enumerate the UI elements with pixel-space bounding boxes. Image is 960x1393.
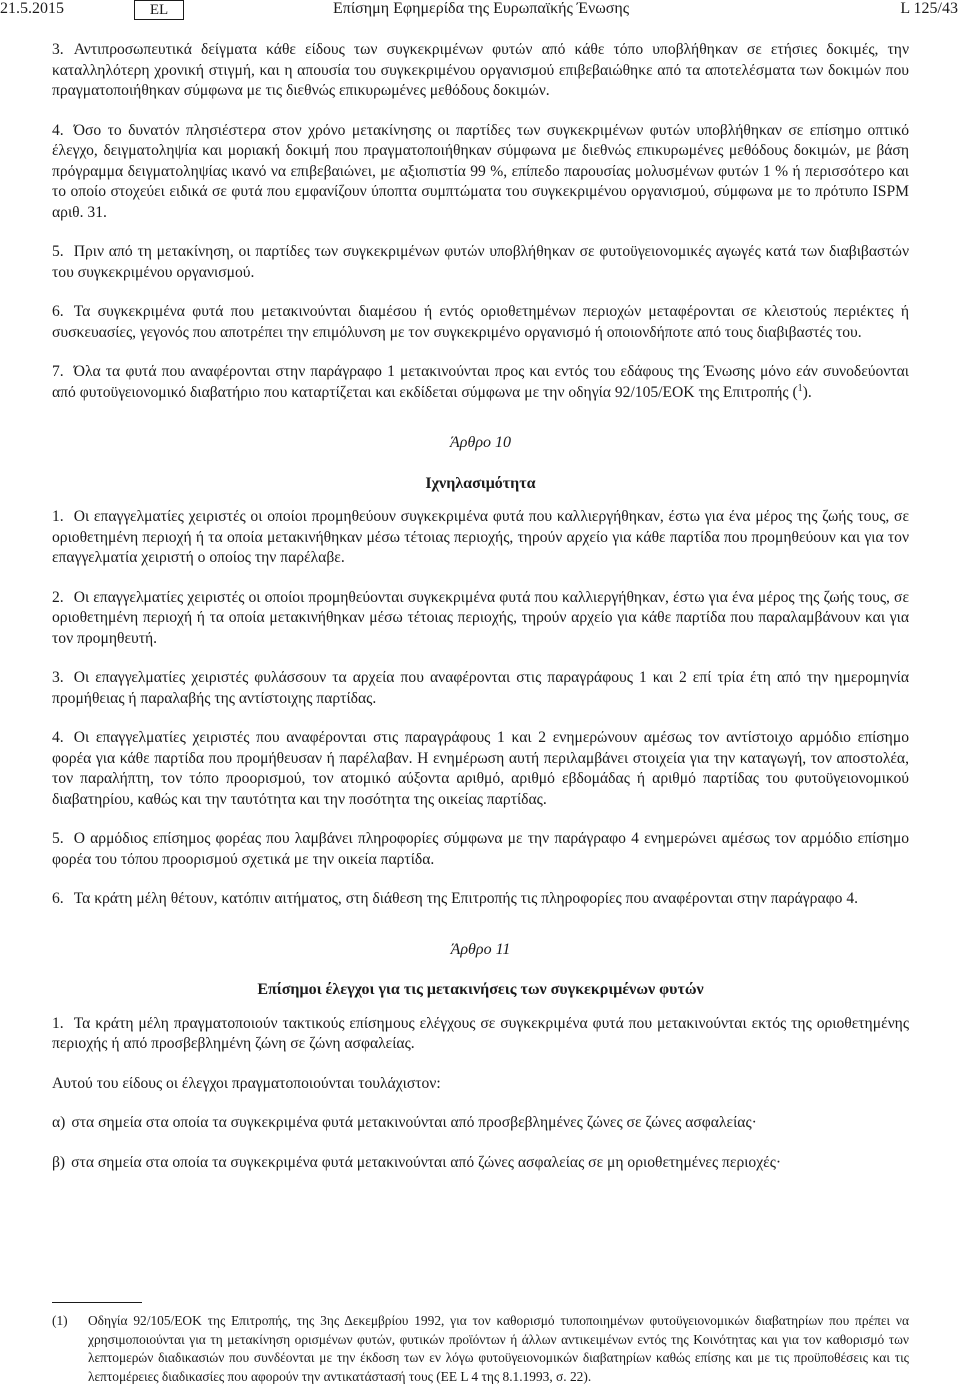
paragraph-number: 2. xyxy=(52,588,64,606)
paragraph-text: Όσο το δυνατόν πλησιέστερα στον χρόνο μετακίνησης οι παρτίδες των συγκεκριμένων φυτών υποβλήθηκαν σε επίσημο οπτικό έλεγχο, δειγματοληψία και μοριακή δοκιμή που πραγματοποιήθηκαν σύμφωνα με διεθνώς επικυρωμένες μεθόδους δοκιμών, με βάση πρόγραμμα δειγματοληψίας ικανό να επιβεβαιώνει, με αξιοπιστία 99 %, επίπεδο παρουσίας μολυσμένων φυτών 1 % ή περισσότερο και το οποίο στοχεύει ειδικά σε φυτά που εμφανίζουν ύποπτα συμπτώματα του συγκεκριμένου οργανισμού, σύμφωνα με το πρότυπο ISPM αριθ. 31. xyxy=(52,121,909,221)
article-title: Επίσημοι έλεγχοι για τις μετακινήσεις των συγκεκριμένων φυτών xyxy=(257,981,704,998)
paragraph-number: 7. xyxy=(52,363,64,380)
journal-title: Επίσημη Εφημερίδα της Ευρωπαϊκής Ένωσης xyxy=(333,0,630,17)
language-code-box: EL xyxy=(134,0,184,20)
paragraph-number: 3. xyxy=(52,669,64,686)
footnote xyxy=(52,1312,909,1386)
paragraph-text: Οι επαγγελματίες χειριστές φυλάσσουν τα αρχεία που αναφέρονται στις παραγράφους 1 και 2 επί τρία έτη από την ημερομηνία προμήθειας ή παραλαβής της αντίστοιχης παρτίδας. xyxy=(52,669,909,707)
list-item-text: στα σημεία στα οποία τα συγκεκριμένα φυτά μετακινούνται από προσβεβλημένες ζώνες σε ζώνες ασφαλείας· xyxy=(71,1114,757,1131)
list-marker: β) xyxy=(52,1153,66,1171)
document-body xyxy=(52,40,909,1192)
paragraph-text: Όλα τα φυτά που αναφέρονται στην παράγραφο 1 μετακινούνται προς και εντός του εδάφους της Ένωσης μόνο εάν συνοδεύονται από φυτοϋγειονομικό διαβατήριο που καταρτίζεται και εκδίδεται σύμφωνα με την οδηγία 92/105/ΕΟΚ της Επιτροπής ( xyxy=(52,363,909,401)
article-number: Άρθρο 10 xyxy=(450,434,511,451)
publication-date: 21.5.2015 xyxy=(0,0,64,17)
paragraph xyxy=(52,1014,909,1055)
paragraph-text: Αυτού του είδους οι έλεγχοι πραγματοποιούνται τουλάχιστον: xyxy=(52,1074,441,1092)
article-title: Ιχνηλασιμότητα xyxy=(425,474,536,492)
paragraph-text: Τα κράτη μέλη θέτουν, κατόπιν αιτήματος, στη διάθεση της Επιτροπής τις πληροφορίες που αναφέρονται στην παράγραφο 4. xyxy=(73,890,859,907)
paragraph-number: 4. xyxy=(52,121,64,139)
paragraph-text: Τα κράτη μέλη πραγματοποιούν τακτικούς επίσημους ελέγχους σε συγκεκριμένα φυτά που μετακινούνται εκτός της οριοθετημένης περιοχής ή από προσβεβλημένη ζώνη σε ζώνη ασφαλείας. xyxy=(52,1014,909,1052)
paragraph-text: Πριν από τη μετακίνηση, οι παρτίδες των συγκεκριμένων φυτών υποβλήθηκαν σε φυτοϋγειονομικές αγωγές κατά των διαβιβαστών του συγκεκριμένου οργανισμού. xyxy=(52,243,909,281)
paragraph-text: Τα συγκεκριμένα φυτά που μετακινούνται διαμέσου ή εντός οριοθετημένων περιοχών μεταφέρονται σε κλειστούς περιέκτες ή συσκευασίες, γεγονός που αποτρέπει την επιμόλυνση με τον συγκεκριμένο οργανισμό ή οποιονδήποτε από τους διαβιβαστές του. xyxy=(52,303,909,341)
paragraph-text: Αντιπροσωπευτικά δείγματα κάθε είδους των συγκεκριμένων φυτών από κάθε τόπο υποβλήθηκαν σε ετήσιες δοκιμές, την καταλληλότερη χρονική στιγμή, και η απουσία του συγκεκριμένου οργανισμού επιβεβαιώθηκε από τα αποτελέσματα των δοκιμών που πραγματοποιήθηκαν σύμφωνα με τις διεθνώς επικυρωμένες μεθόδους δοκιμών. xyxy=(52,41,909,99)
paragraph xyxy=(52,362,909,403)
paragraph-number: 4. xyxy=(52,729,64,746)
paragraph xyxy=(52,728,909,810)
footnote-text: Οδηγία 92/105/ΕΟΚ της Επιτροπής, της 3ης Δεκεμβρίου 1992, για τον καθορισμό τυποποιημένων φυτοϋγειονομικών διαβατηρίων που πρέπει να χρησιμοποιούνται για τη μετακίνηση ορισμένων φυτών, φυτικών προϊόντων ή άλλων αντικειμένων εντός της Κοινότητας και για τον καθορισμό των λεπτομερών διαδικασιών που συνδέονται με την έκδοση των εν λόγω φυτοϋγειονομικών διαβατηρίων καθώς επίσης και με τις προϋποθέσεις και τις λεπτομέρειες διαδικασίες που αφορούν την αντικατάστασή τους (ΕΕ L 4 της 8.1.1993, σ. 22). xyxy=(88,1313,909,1384)
paragraph-number: 1. xyxy=(52,508,64,525)
list-item xyxy=(52,1113,909,1134)
paragraph xyxy=(52,302,909,343)
list-item-text: στα σημεία στα οποία τα συγκεκριμένα φυτά μετακινούνται από ζώνες ασφαλείας σε μη οριοθετημένες περιοχές· xyxy=(71,1153,782,1171)
footnote-reference[interactable]: 1 xyxy=(797,382,803,394)
paragraph xyxy=(52,829,909,870)
paragraph xyxy=(52,40,909,102)
paragraph xyxy=(52,668,909,709)
paragraph-text: Οι επαγγελματίες χειριστές οι οποίοι προμηθεύονται συγκεκριμένα φυτά που καλλιεργήθηκαν, έστω για ένα μέρος της ζωής τους, σε οριοθετημένη περιοχή ή τα οποία μετακινήθηκαν μέσω τέτοιας περιοχής, τηρούν αρχείο για κάθε παρτίδα που παραλαμβάνουν και για τον προμηθευτή. xyxy=(52,588,909,647)
paragraph-number: 1. xyxy=(52,1014,64,1032)
paragraph xyxy=(52,242,909,283)
paragraph-text: Οι επαγγελματίες χειριστές που αναφέρονται στις παραγράφους 1 και 2 ενημερώνουν αμέσως τον αντίστοιχο αρμόδιο επίσημο φορέα για κάθε παρτίδα που προμήθευσαν ή παρέλαβαν. Η ενημέρωση αυτή περιλαμβάνει στοιχεία για την καταγωγή, τον αποστολέα, τον παραλήπτη, τον τόπο προορισμού, τον ατομικό αύξοντα αριθμό, αριθμό εβδομάδας ή αριθμό παρτίδας του φυτοϋγειονομικού διαβατηρίου, καθώς και την ταυτότητα και την ποσότητα της οικείας παρτίδας. xyxy=(52,729,909,808)
paragraph xyxy=(52,889,909,910)
footnote-separator xyxy=(52,1302,142,1303)
paragraph xyxy=(52,121,909,224)
article-number: Άρθρο 11 xyxy=(450,940,511,958)
paragraph-number: 5. xyxy=(52,243,64,260)
paragraph xyxy=(52,588,909,650)
page-header xyxy=(0,0,960,22)
paragraph-text: Ο αρμόδιος επίσημος φορέας που λαμβάνει πληροφορίες σύμφωνα με την παράγραφο 4 ενημερώνει αμέσως τον αρμόδιο επίσημο φορέα του τόπου προορισμού σχετικά με την οικεία παρτίδα. xyxy=(52,830,909,868)
paragraph-number: 3. xyxy=(52,41,64,58)
paragraph-text-tail: ). xyxy=(802,383,812,401)
paragraph-number: 6. xyxy=(52,890,64,907)
paragraph-number: 5. xyxy=(52,830,64,847)
paragraph-intro xyxy=(52,1074,909,1095)
list-marker: α) xyxy=(52,1114,66,1131)
paragraph xyxy=(52,507,909,569)
footnote-marker: (1) xyxy=(52,1313,68,1328)
list-item xyxy=(52,1153,909,1174)
paragraph-number: 6. xyxy=(52,303,64,320)
paragraph-text: Οι επαγγελματίες χειριστές οι οποίοι προμηθεύουν συγκεκριμένα φυτά που καλλιεργήθηκαν, έστω για ένα μέρος της ζωής τους, σε οριοθετημένη περιοχή ή τα οποία μετακινήθηκαν μέσω τέτοιας περιοχής, τηρούν αρχείο για κάθε παρτίδα που προμηθεύουν και για τον επαγγελματία χειριστή ο οποίος την παρέλαβε. xyxy=(52,508,909,566)
page-reference: L 125/43 xyxy=(900,0,958,17)
